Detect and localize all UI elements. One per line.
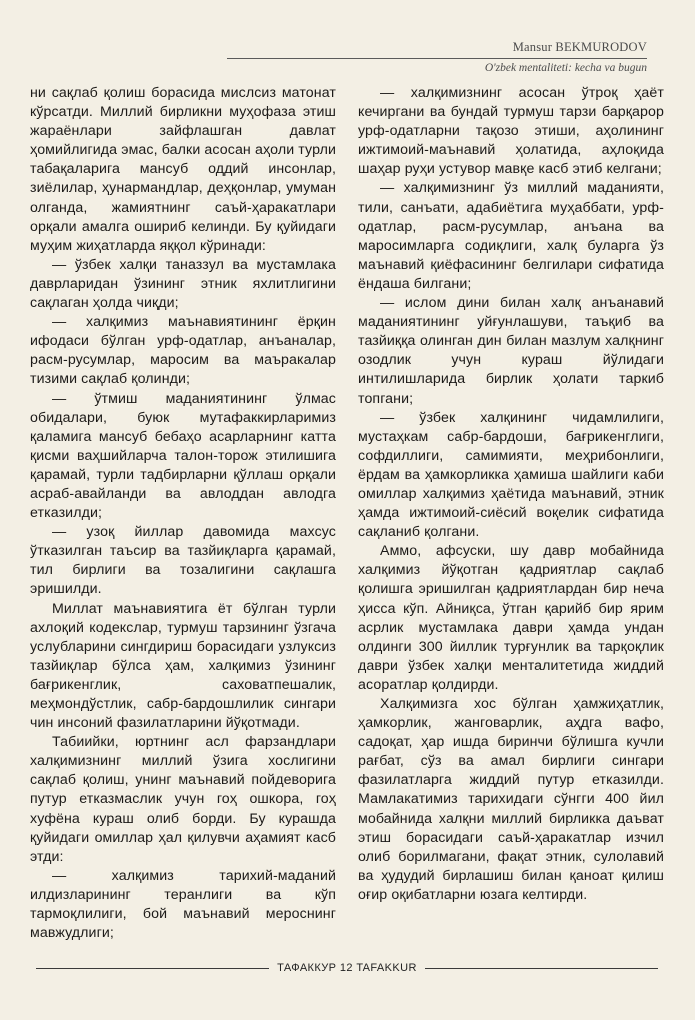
paragraph: Халқимизга хос бўлган ҳамжиҳатлик, ҳамкорлик, жанговарлик, аҳдга вафо, садоқат, ҳар ишда биринчи бўлишга кучли рағбат, сўз ва амал бирлиги сингари фазилатларга жиддий путур етказилди. Мамлакатимиз тарихидаги сўнгги 400 йил мобайнида халқни миллий бирликка даъват этиш борасидаги саъй-ҳаракатлар изчил олиб борилмагани, фақат этник, сулолавий ва ҳудудий бирлашиш билан қаноат қилиш оғир оқибатларни юзага келтирди.: [358, 696, 664, 903]
paragraph: — ислом дини билан халқ анъанавий маданиятининг уйғунлашуви, таъқиб ва тазйиққа олинган дин билан мазлум халқнинг озодлик учун кураш йўлидаги интилишларида бирлик ҳолати таркиб топгани;: [358, 295, 664, 407]
paragraph: ни сақлаб қолиш борасида мислсиз матонат кўрсатди. Миллий бирликни муҳофаза этиш жараёнлари зайфлашган давлат ҳомийлигида эмас, балки асосан аҳоли турли табақаларига мансуб оддий инсонлар, зиёлилар, ҳунармандлар, деҳқонлар, умуман олганда, жамиятнинг саъй-ҳаракатлари орқали амалга ошириб келинди. Бу қуйидаги муҳим жиҳатларда яққол кўринади:: [30, 85, 336, 254]
footer-page-number: ТАФАККУР 12 TAFAKKUR: [277, 962, 417, 974]
page-footer: [36, 958, 658, 978]
paragraph: — ўзбек халқи таназзул ва мустамлака даврларидан ўзининг этник яхлитлигини сақлаган ҳолда чиқди;: [30, 256, 336, 312]
paragraph: — ўзбек халқининг чидамлилиги, мустаҳкам сабр-бардоши, бағрикенглиги, софдиллиги, самимияти, меҳрибонлиги, ёрдам ва ҳамкорликка ҳамиша шайлиги каби омиллар халқимиз ҳаётида маънавий, этник ҳамда ижтимоий-сиёсий воқелик сифатида сақланиб қолгани.: [358, 409, 664, 541]
footer-rule-right: [425, 968, 658, 969]
footer-rule-left: [36, 968, 269, 969]
right-column: [358, 84, 664, 934]
paragraph: — ўтмиш маданиятининг ўлмас обидалари, буюк мутафаккирларимиз қаламига мансуб бебаҳо асарларнинг катта қисми ваҳшийларча талон-торож этилишига қарамай, турли тадбирларни қўллаш орқали асраб-авайланди ва авлоддан авлодга етказилди;: [30, 390, 336, 522]
paragraph: Миллат маънавиятига ёт бўлган турли ахлоқий кодекслар, турмуш тарзининг ўзгача услубларини сингдириш борасидаги узлуксиз тазйиқлар бўлса ҳам, халқимиз ўзининг бағрикенглик, саховатпешалик, меҳмондўстлик, сабр-бардошлилик сингари чин инсоний фазилатларини йўқотмади.: [30, 600, 336, 732]
article-body: [30, 84, 664, 942]
paragraph: — халқимиз тарихий-маданий илдизларининг теранлиги ва кўп тармоқлилиги, бой маънавий мероснинг мавжудлиги;: [30, 867, 336, 942]
paragraph: Аммо, афсуски, шу давр мобайнида халқимиз йўқотган қадриятлар сақлаб қолишга эришилган қадриятлардан бир неча ҳисса кўп. Айниқса, ўтган қарийб бир ярим асрлик мустамлака даври ҳамда ундан олдинги 300 йиллик турғунлик ва тарқоқлик даври ўзбек халқи менталитетида жиддий асоратлар қолдирди.: [358, 543, 664, 693]
running-header: [227, 40, 647, 76]
header-author: Mansur BEKMURODOV: [512, 40, 647, 54]
header-subtitle: O'zbek mentaliteti: kecha va bugun: [484, 62, 647, 74]
left-column: [30, 84, 336, 942]
paragraph: — халқимизнинг ўз миллий маданияти, тили, санъати, адабиётига муҳаббати, урф-одатлар, расм-русумлар, анъана ва маросимларга содиқлиги, халқ буларга ўз маънавий қиёфасининг белгилари сифатида ёндаша билгани;: [358, 180, 664, 292]
paragraph: — узоқ йиллар давомида махсус ўтказилган таъсир ва тазйиқларга қарамай, тил бирлиги ва тозалигини сақлашга эришилди.: [30, 524, 336, 598]
paragraph: Табиийки, юртнинг асл фарзандлари халқимизнинг миллий ўзига хослигини сақлаб қолиш, унинг маънавий пойдеворига путур етказмаслик учун гоҳ ошкора, гоҳ хуфёна кураш олиб борди. Бу курашда қуйидаги омиллар ҳал қилувчи аҳамият касб этди:: [30, 734, 336, 865]
paragraph: — халқимиз маънавиятининг ёрқин ифодаси бўлган урф-одатлар, анъаналар, расм-русумлар, маросим ва маъракалар тизими сақлаб қолинди;: [30, 314, 336, 388]
paragraph: — халқимизнинг асосан ўтроқ ҳаёт кечиргани ва бундай турмуш тарзи барқарор урф-одатларни тақозо этиши, аҳолининг ижтимоий-маънавий ҳолатида, аҳлоқида шаҳар руҳи устувор мавқе касб этиб келгани;: [358, 85, 664, 178]
